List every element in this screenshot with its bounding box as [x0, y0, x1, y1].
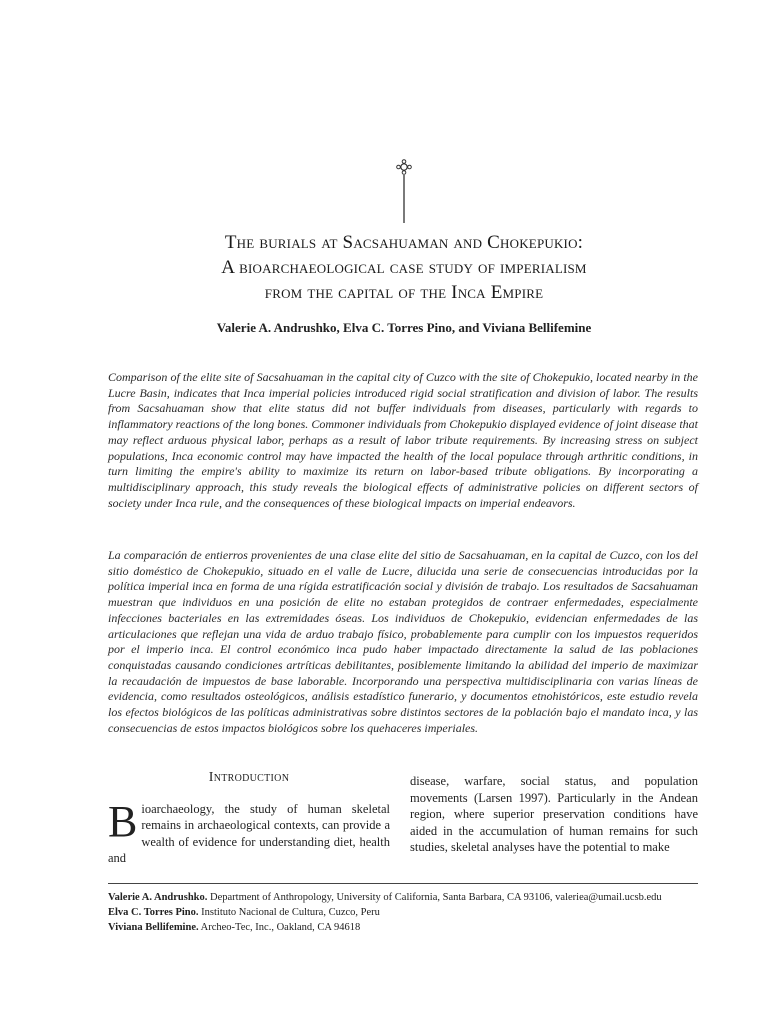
affiliation-name: Valerie A. Andrushko. — [108, 892, 208, 903]
title-line: from the capital of the Inca Empire — [264, 282, 544, 303]
drop-cap: B — [108, 796, 138, 846]
affiliation-detail: Archeo-Tec, Inc., Oakland, CA 94618 — [198, 922, 361, 933]
title-line: A bioarchaeological case study of imperialism — [221, 257, 587, 278]
affiliation-name: Elva C. Torres Pino. — [108, 907, 199, 918]
affiliation-line — [108, 920, 698, 935]
affiliation-line — [108, 890, 698, 905]
intro-text-left: ioarchaeology, the study of human skeletal remains in archaeological contexts, can provide a wealth of evidence for understanding diet, health and — [108, 801, 390, 866]
abstract-spanish: La comparación de entierros provenientes de una clase elite del sitio de Sacsahuaman, en la capital de Cuzco, con los del sitio doméstico de Chokepukio, situado en el valle de Lucre, dilucida una serie de consecuencias introducidas por la política imperial inca en forma de una rígida estratificación social y división de trabajo. Los resultados de Sacsahuaman muestran que individuos en una posición de elite no estaban protegidos de contraer enfermedades, especialmente infecciones bacteriales en las extremidades óseas. Los individuos de Chokepukio, evidencian enfermedades de las articulaciones que reflejan una vida de arduo trabajo físico, probablemente para cumplir con los impuestos requeridos por el imperio inca. El control económico inca pudo haber impactado directamente la salud de las poblaciones conquistadas causando condiciones artríticas debilitantes, posiblemente limitando la abilidad del imperio de maximizar la recaudación de impuestos de base laborable. Incorporando una perspectiva multidisciplinaria con varias líneas de evidencia, como resultados osteológicos, análisis estadístico funerario, y documentos etnohistóricos, este estudio revela los efectos biológicos de las políticas administrativas sobre distintos sectores de la población bajo el mandato inca, y las consecuencias de estos impactos biológicos sobre los quehaceres imperiales. — [108, 548, 698, 735]
body-column-right — [410, 773, 698, 856]
affiliation-detail: Department of Anthropology, University of California, Santa Barbara, CA 93106, valeriea@umail.ucsb.edu — [207, 892, 662, 903]
affiliation-line — [108, 905, 698, 920]
body-column-left — [108, 770, 390, 867]
abstract-english: Comparison of the elite site of Sacsahuaman in the capital city of Cuzco with the site of Chokepukio, located nearby in the Lucre Basin, indicates that Inca imperial policies introduced rigid social stratification and division of labor. The results from Sacsahuaman show that elite status did not buffer individuals from diseases, particularly with regards to inflammatory reactions of the long bones. Commoner individuals from Chokepukio displayed evidence of joint disease that may reflect arduous physical labor, perhaps as a result of labor tribute requirements. By increasing stress on subject populations, Inca economic control may have impacted the health of the local populace through arthritic conditions, in turn limiting the empire's ability to maximize its return on labor-based tribute obligations. By incorporating a multidisciplinary approach, this study reveals the biological effects of administrative policies on different sectors of society under Inca rule, and the consequences of these biological impacts on imperial endeavors. — [108, 370, 698, 510]
paper-title — [110, 230, 698, 305]
title-line: The burials at Sacsahuaman and Chokepukio: — [224, 232, 584, 253]
affiliation-detail: Instituto Nacional de Cultura, Cuzco, Peru — [198, 907, 380, 918]
intro-paragraph-start — [108, 796, 390, 867]
affiliation-name: Viviana Bellifemine. — [108, 922, 199, 933]
ornament-icon — [392, 157, 416, 225]
affiliations — [108, 890, 698, 935]
intro-text-right: disease, warfare, social status, and population movements (Larsen 1997). Particularly in the Andean region, where superior preservation conditions have aided in the accumulation of human remains for such studies, skeletal analyses have the potential to make — [410, 774, 698, 855]
author-list: Valerie A. Andrushko, Elva C. Torres Pino, and Viviana Bellifemine — [216, 320, 592, 335]
section-heading-introduction: Introduction — [208, 770, 290, 785]
footnote-divider — [108, 883, 698, 884]
